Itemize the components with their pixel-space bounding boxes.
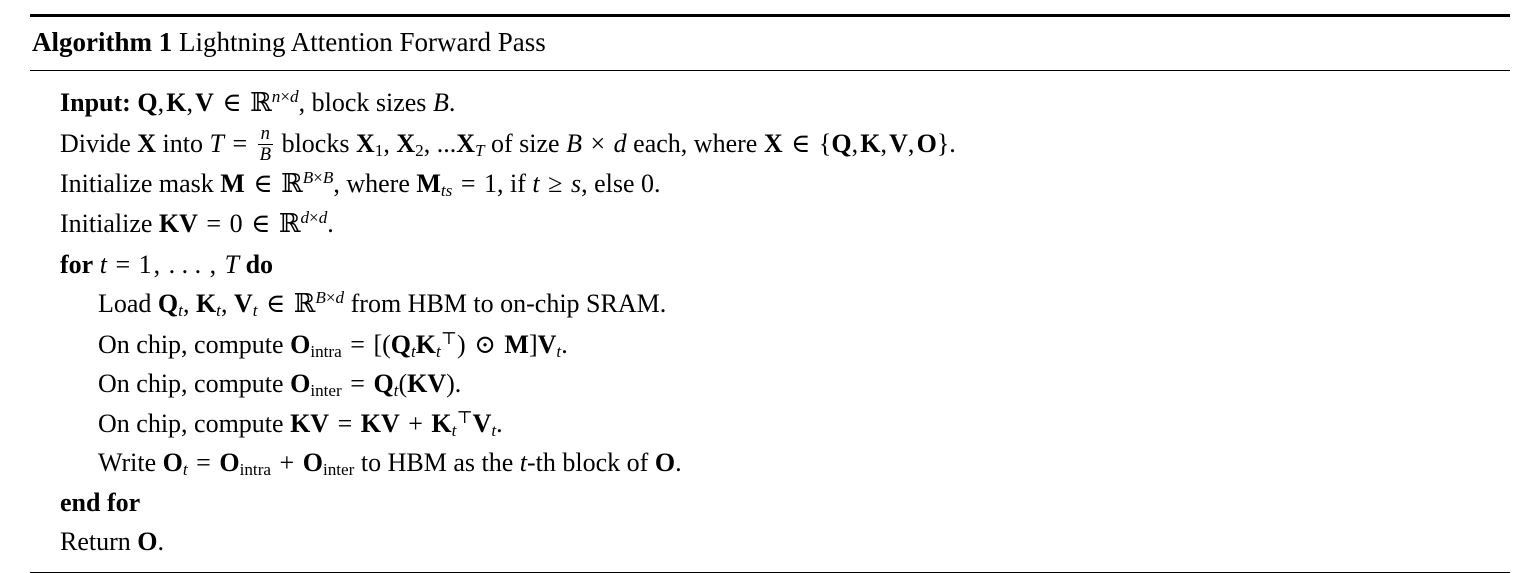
algorithm-line-compute-inter: On chip, compute $O_{inter} = Q_t(KV)$. <box>98 369 462 400</box>
algorithm-line-write: Write $O_t = O_{intra} + O_{inter}$ to HBM as the t-th block of O. <box>98 448 682 479</box>
algorithm-line-compute-intra: On chip, compute $O_{intra} = [(Q_tK_t^⊤)$ ⊙ $M]V_t$. <box>98 328 568 361</box>
algorithm-line-input: Input: Q, K, V ∈ ℝ$^{n\times d}$, block sizes B. <box>60 87 456 119</box>
algorithm-caption <box>30 17 1510 70</box>
algorithm-line-init-kv: Initialize KV = 0 ∈ ℝ$^{d\times d}$. <box>60 208 334 240</box>
algorithm-line-compute-kv: On chip, compute KV = KV + $K_t^⊤V_t$. <box>98 407 503 440</box>
algorithm-line-return: Return O. <box>60 527 164 557</box>
algorithm-label: Algorithm 1 <box>32 27 173 57</box>
algorithm-line-init-mask: Initialize mask M ∈ ℝ$^{B\times B}$, where $M_{ts} = 1$, if t ≥ s, else 0. <box>60 167 661 200</box>
algorithm-block <box>30 14 1510 573</box>
algorithm-line-divide: Divide X into T = $\frac{n}{B}$ blocks $X_1$, $X_2$, $...X_T$ of size B × d each, where X ∈ {Q, K, V, O}. <box>60 123 956 165</box>
algorithm-line-for: for t = 1, . . . , T do <box>60 249 274 279</box>
algorithm-title: Lightning Attention Forward Pass <box>178 27 546 57</box>
algorithm-line-load: Load $Q_t$, $K_t$, $V_t$ ∈ ℝ$^{B\times d}$ from HBM to on-chip SRAM. <box>98 288 667 320</box>
algorithm-line-end-for: end for <box>60 487 141 517</box>
algorithm-body <box>30 71 1510 572</box>
